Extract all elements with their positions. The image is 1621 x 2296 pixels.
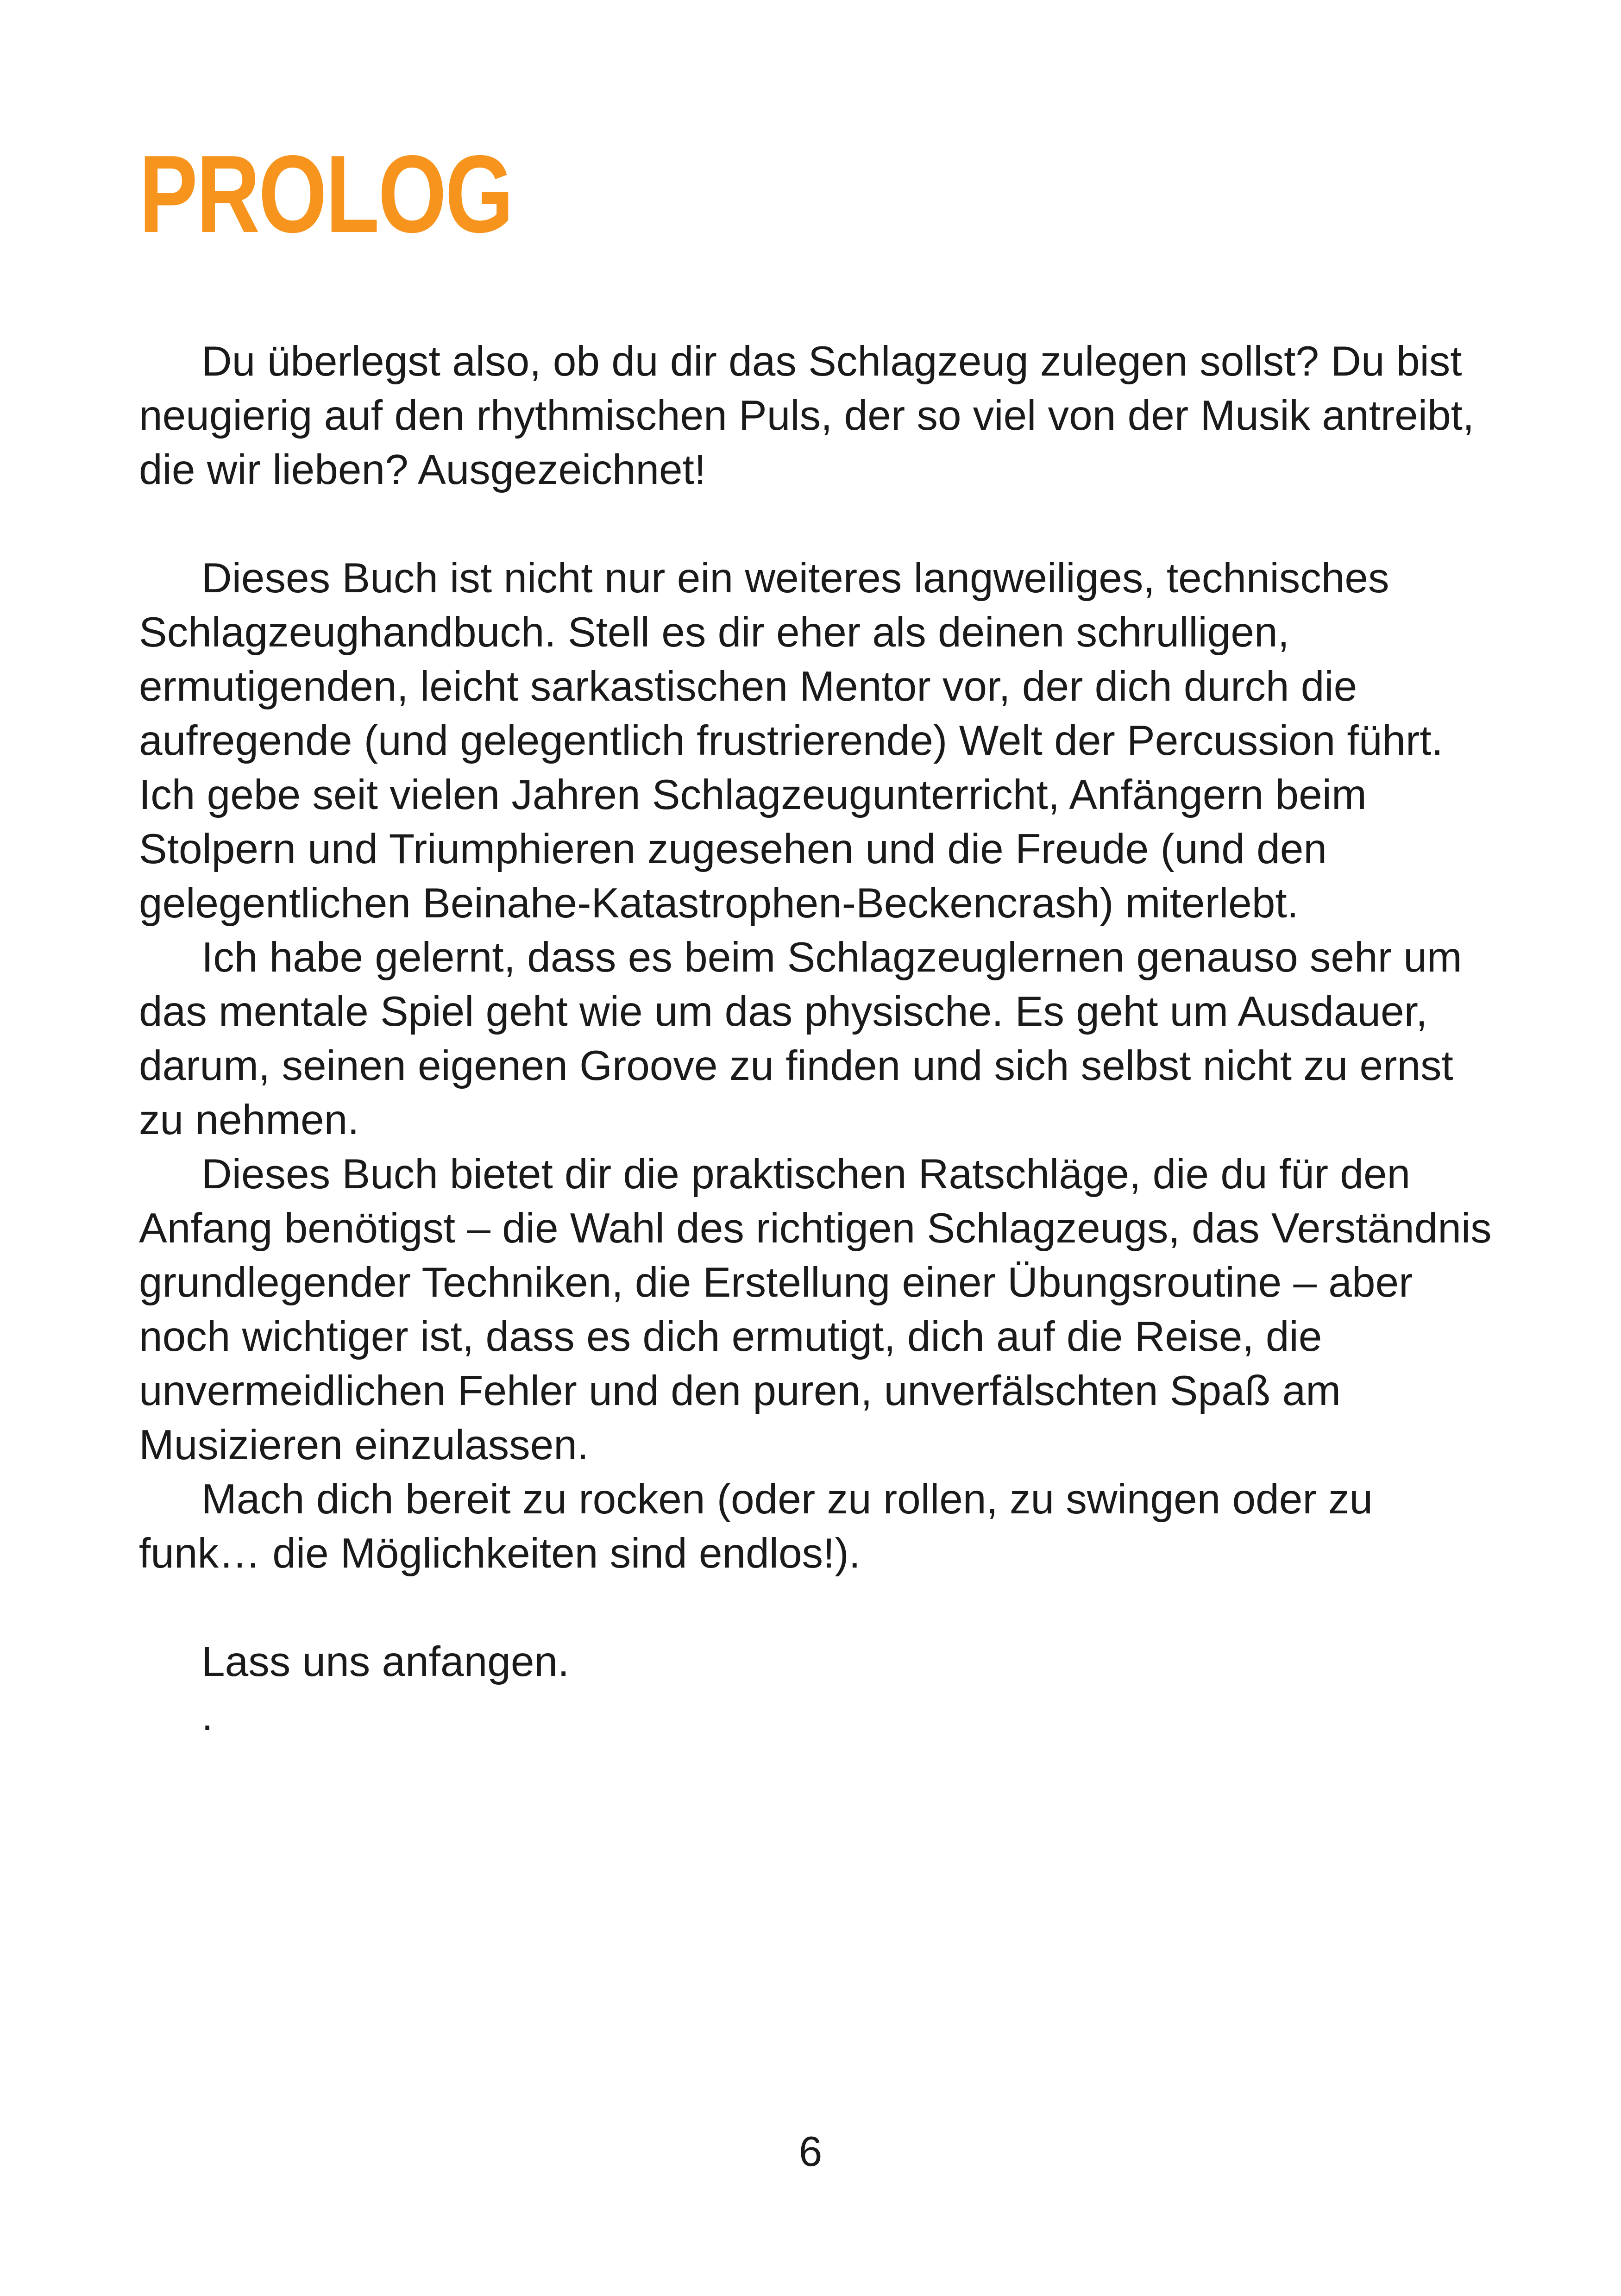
chapter-title: PROLOG [139, 133, 512, 256]
page-number: 6 [798, 2128, 823, 2175]
paragraph-dot: . [201, 1693, 214, 1739]
paragraph-learning: Ich habe gelernt, dass es beim Schlagzeuglernen genauso sehr um das mentale Spiel geht wie um das physische. Es geht um Ausdauer, darum, seinen eigenen Groove zu finden und sich selbst nicht zu ernst zu nehmen. [139, 934, 1462, 1143]
chapter-body [139, 334, 1496, 1743]
paragraph-book-description: Dieses Buch ist nicht nur ein weiteres langweiliges, technisches Schlagzeughandbuch. Stell es dir eher als deinen schrulligen, ermutigenden, leicht sarkastischen Mentor vor, der dich durch die aufregende (und gelegentlich frustrierende) Welt der Percussion führt. Ich gebe seit vielen Jahren Schlagzeugunterricht, Anfängern beim Stolpern und Triumphieren zugesehen und die Freude (und den gelegentlichen Beinahe-Katastrophen-Beckencrash) miterlebt. [139, 555, 1443, 927]
paragraph-book-offers: Dieses Buch bietet dir die praktischen Ratschläge, die du für den Anfang benötigst – die Wahl des richtigen Schlagzeugs, das Verständnis grundlegender Techniken, die Erstellung einer Übungsroutine – aber noch wichtiger ist, dass es dich ermutigt, dich auf die Reise, die unvermeidlichen Fehler und den puren, unverfälschten Spaß am Musizieren einzulassen. [139, 1151, 1492, 1468]
paragraph-intro: Du überlegst also, ob du dir das Schlagzeug zulegen sollst? Du bist neugierig auf den rhythmischen Puls, der so viel von der Musik antreibt, die wir lieben? Ausgezeichnet! [139, 338, 1475, 493]
paragraph-get-ready: Mach dich bereit zu rocken (oder zu rollen, zu swingen oder zu funk… die Möglichkeiten sind endlos!). [139, 1476, 1373, 1577]
paragraph-lets-start: Lass uns anfangen. [201, 1638, 570, 1685]
